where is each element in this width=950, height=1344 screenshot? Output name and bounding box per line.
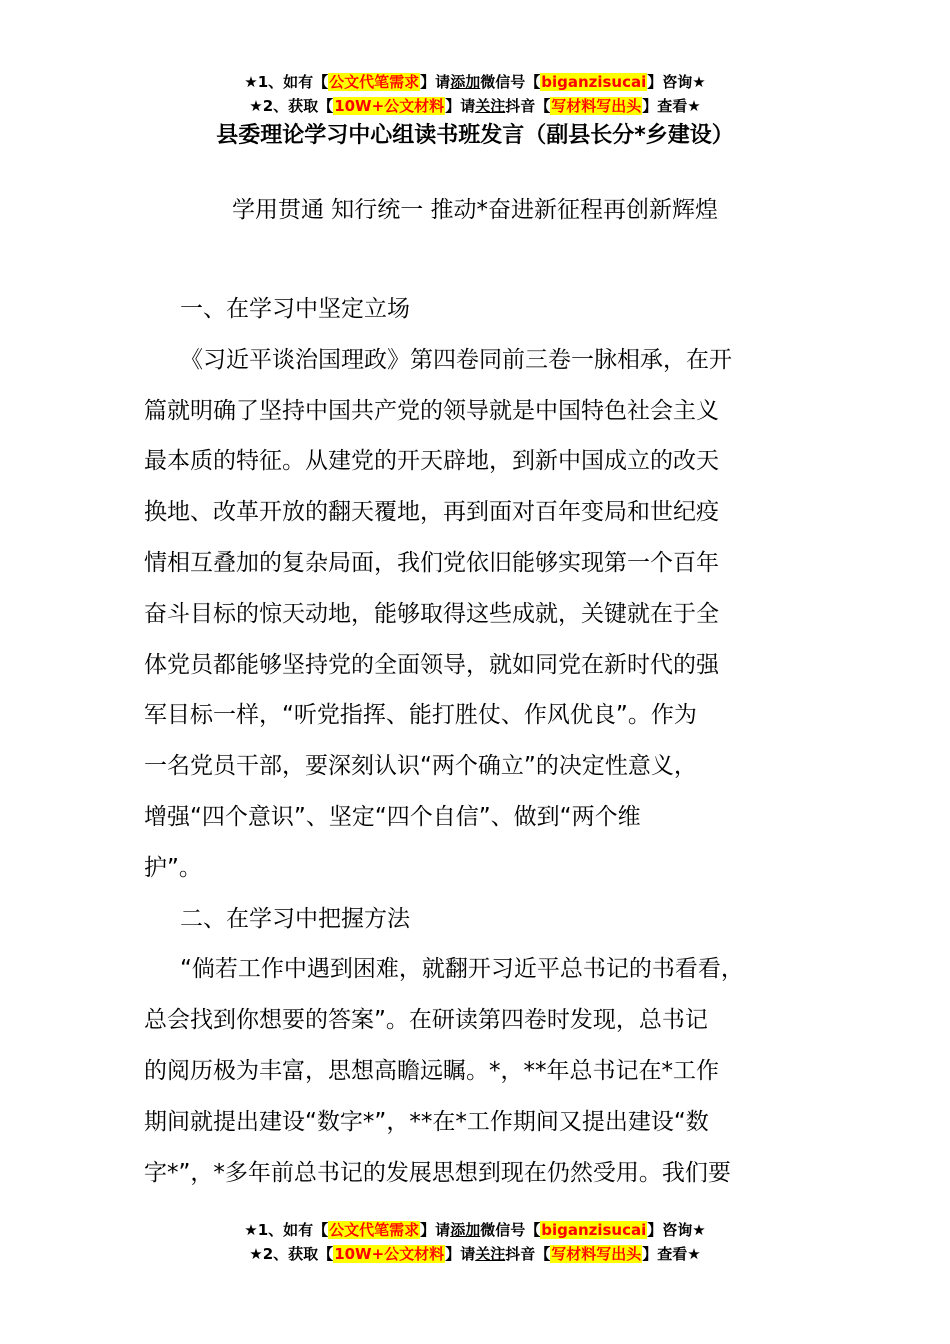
promo-text: 】请 bbox=[420, 1221, 451, 1239]
header-promo-banner bbox=[0, 70, 950, 118]
promo-wechat-id: biganzisucai bbox=[541, 73, 647, 91]
paragraph-line: “倘若工作中遇到困难，就翻开习近平总书记的书看看， bbox=[180, 956, 744, 983]
paragraph-line: 增强“四个意识”、坚定“四个自信”、做到“两个维 bbox=[144, 803, 641, 830]
section-heading: 二、在学习中把握方法 bbox=[180, 905, 410, 932]
promo-highlight: 公文代笔需求 bbox=[329, 1221, 420, 1239]
paragraph-line: 护”。 bbox=[144, 854, 202, 881]
promo-line-1 bbox=[0, 1218, 950, 1242]
paragraph-line: 的阅历极为丰富，思想高瞻远瞩。*，**年总书记在*工作 bbox=[144, 1057, 719, 1084]
paragraph-line: 篇就明确了坚持中国共产党的领导就是中国特色社会主义 bbox=[144, 397, 719, 424]
promo-douyin-account: 写材料写出头 bbox=[551, 97, 642, 115]
paragraph-line: 《习近平谈治国理政》第四卷同前三卷一脉相承，在开 bbox=[180, 346, 732, 373]
paragraph-line: 情相互叠加的复杂局面，我们党依旧能够实现第一个百年 bbox=[144, 549, 719, 576]
promo-text: 】请 bbox=[420, 73, 451, 91]
promo-text: ★1、如有【 bbox=[244, 1221, 329, 1239]
promo-wechat-id: biganzisucai bbox=[541, 1221, 647, 1239]
promo-text: 】请 bbox=[445, 97, 476, 115]
promo-line-2 bbox=[0, 94, 950, 118]
document-title: 县委理论学习中心组读书班发言（副县长分*乡建设） bbox=[216, 123, 734, 148]
promo-text: 抖音【 bbox=[505, 1245, 551, 1263]
promo-highlight: 10W+公文材料 bbox=[334, 1245, 445, 1263]
paragraph-line: 奋斗目标的惊天动地，能够取得这些成就，关键就在于全 bbox=[144, 600, 719, 627]
promo-text: 】咨询★ bbox=[647, 73, 706, 91]
promo-text: ★2、获取【 bbox=[249, 97, 334, 115]
footer-promo-banner bbox=[0, 1218, 950, 1266]
promo-text: 】咨询★ bbox=[647, 1221, 706, 1239]
paragraph-line: 军目标一样，“听党指挥、能打胜仗、作风优良”。作为 bbox=[144, 702, 697, 729]
promo-text: 】查看★ bbox=[642, 1245, 701, 1263]
promo-text: 微信号【 bbox=[480, 1221, 541, 1239]
promo-highlight: 10W+公文材料 bbox=[334, 97, 445, 115]
promo-text: 抖音【 bbox=[505, 97, 551, 115]
promo-line-2 bbox=[0, 1242, 950, 1266]
document-subtitle: 学用贯通 知行统一 推动*奋进新征程再创新辉煌 bbox=[231, 197, 719, 223]
promo-text: ★2、获取【 bbox=[249, 1245, 334, 1263]
document-body bbox=[144, 284, 814, 1198]
promo-underlined-text: 添加 bbox=[450, 1221, 481, 1239]
promo-text: ★1、如有【 bbox=[244, 73, 329, 91]
promo-text: 】查看★ bbox=[642, 97, 701, 115]
paragraph-line: 最本质的特征。从建党的开天辟地，到新中国成立的改天 bbox=[144, 448, 719, 475]
promo-highlight: 公文代笔需求 bbox=[329, 73, 420, 91]
paragraph-line: 换地、改革开放的翻天覆地，再到面对百年变局和世纪疫 bbox=[144, 499, 719, 526]
promo-douyin-account: 写材料写出头 bbox=[551, 1245, 642, 1263]
promo-underlined-text: 添加 bbox=[450, 73, 481, 91]
promo-underlined-text: 关注 bbox=[475, 97, 506, 115]
promo-line-1 bbox=[0, 70, 950, 94]
paragraph-line: 总会找到你想要的答案”。在研读第四卷时发现，总书记 bbox=[144, 1007, 708, 1034]
promo-text: 微信号【 bbox=[480, 73, 541, 91]
paragraph-line: 字*”，*多年前总书记的发展思想到现在仍然受用。我们要 bbox=[144, 1159, 731, 1186]
paragraph-line: 体党员都能够坚持党的全面领导，就如同党在新时代的强 bbox=[144, 651, 719, 678]
paragraph-line: 一名党员干部，要深刻认识“两个确立”的决定性意义， bbox=[144, 753, 697, 780]
promo-text: 】请 bbox=[445, 1245, 476, 1263]
promo-underlined-text: 关注 bbox=[475, 1245, 506, 1263]
paragraph-line: 期间就提出建设“数字*”，**在*工作期间又提出建设“数 bbox=[144, 1108, 709, 1135]
section-heading: 一、在学习中坚定立场 bbox=[180, 296, 410, 322]
